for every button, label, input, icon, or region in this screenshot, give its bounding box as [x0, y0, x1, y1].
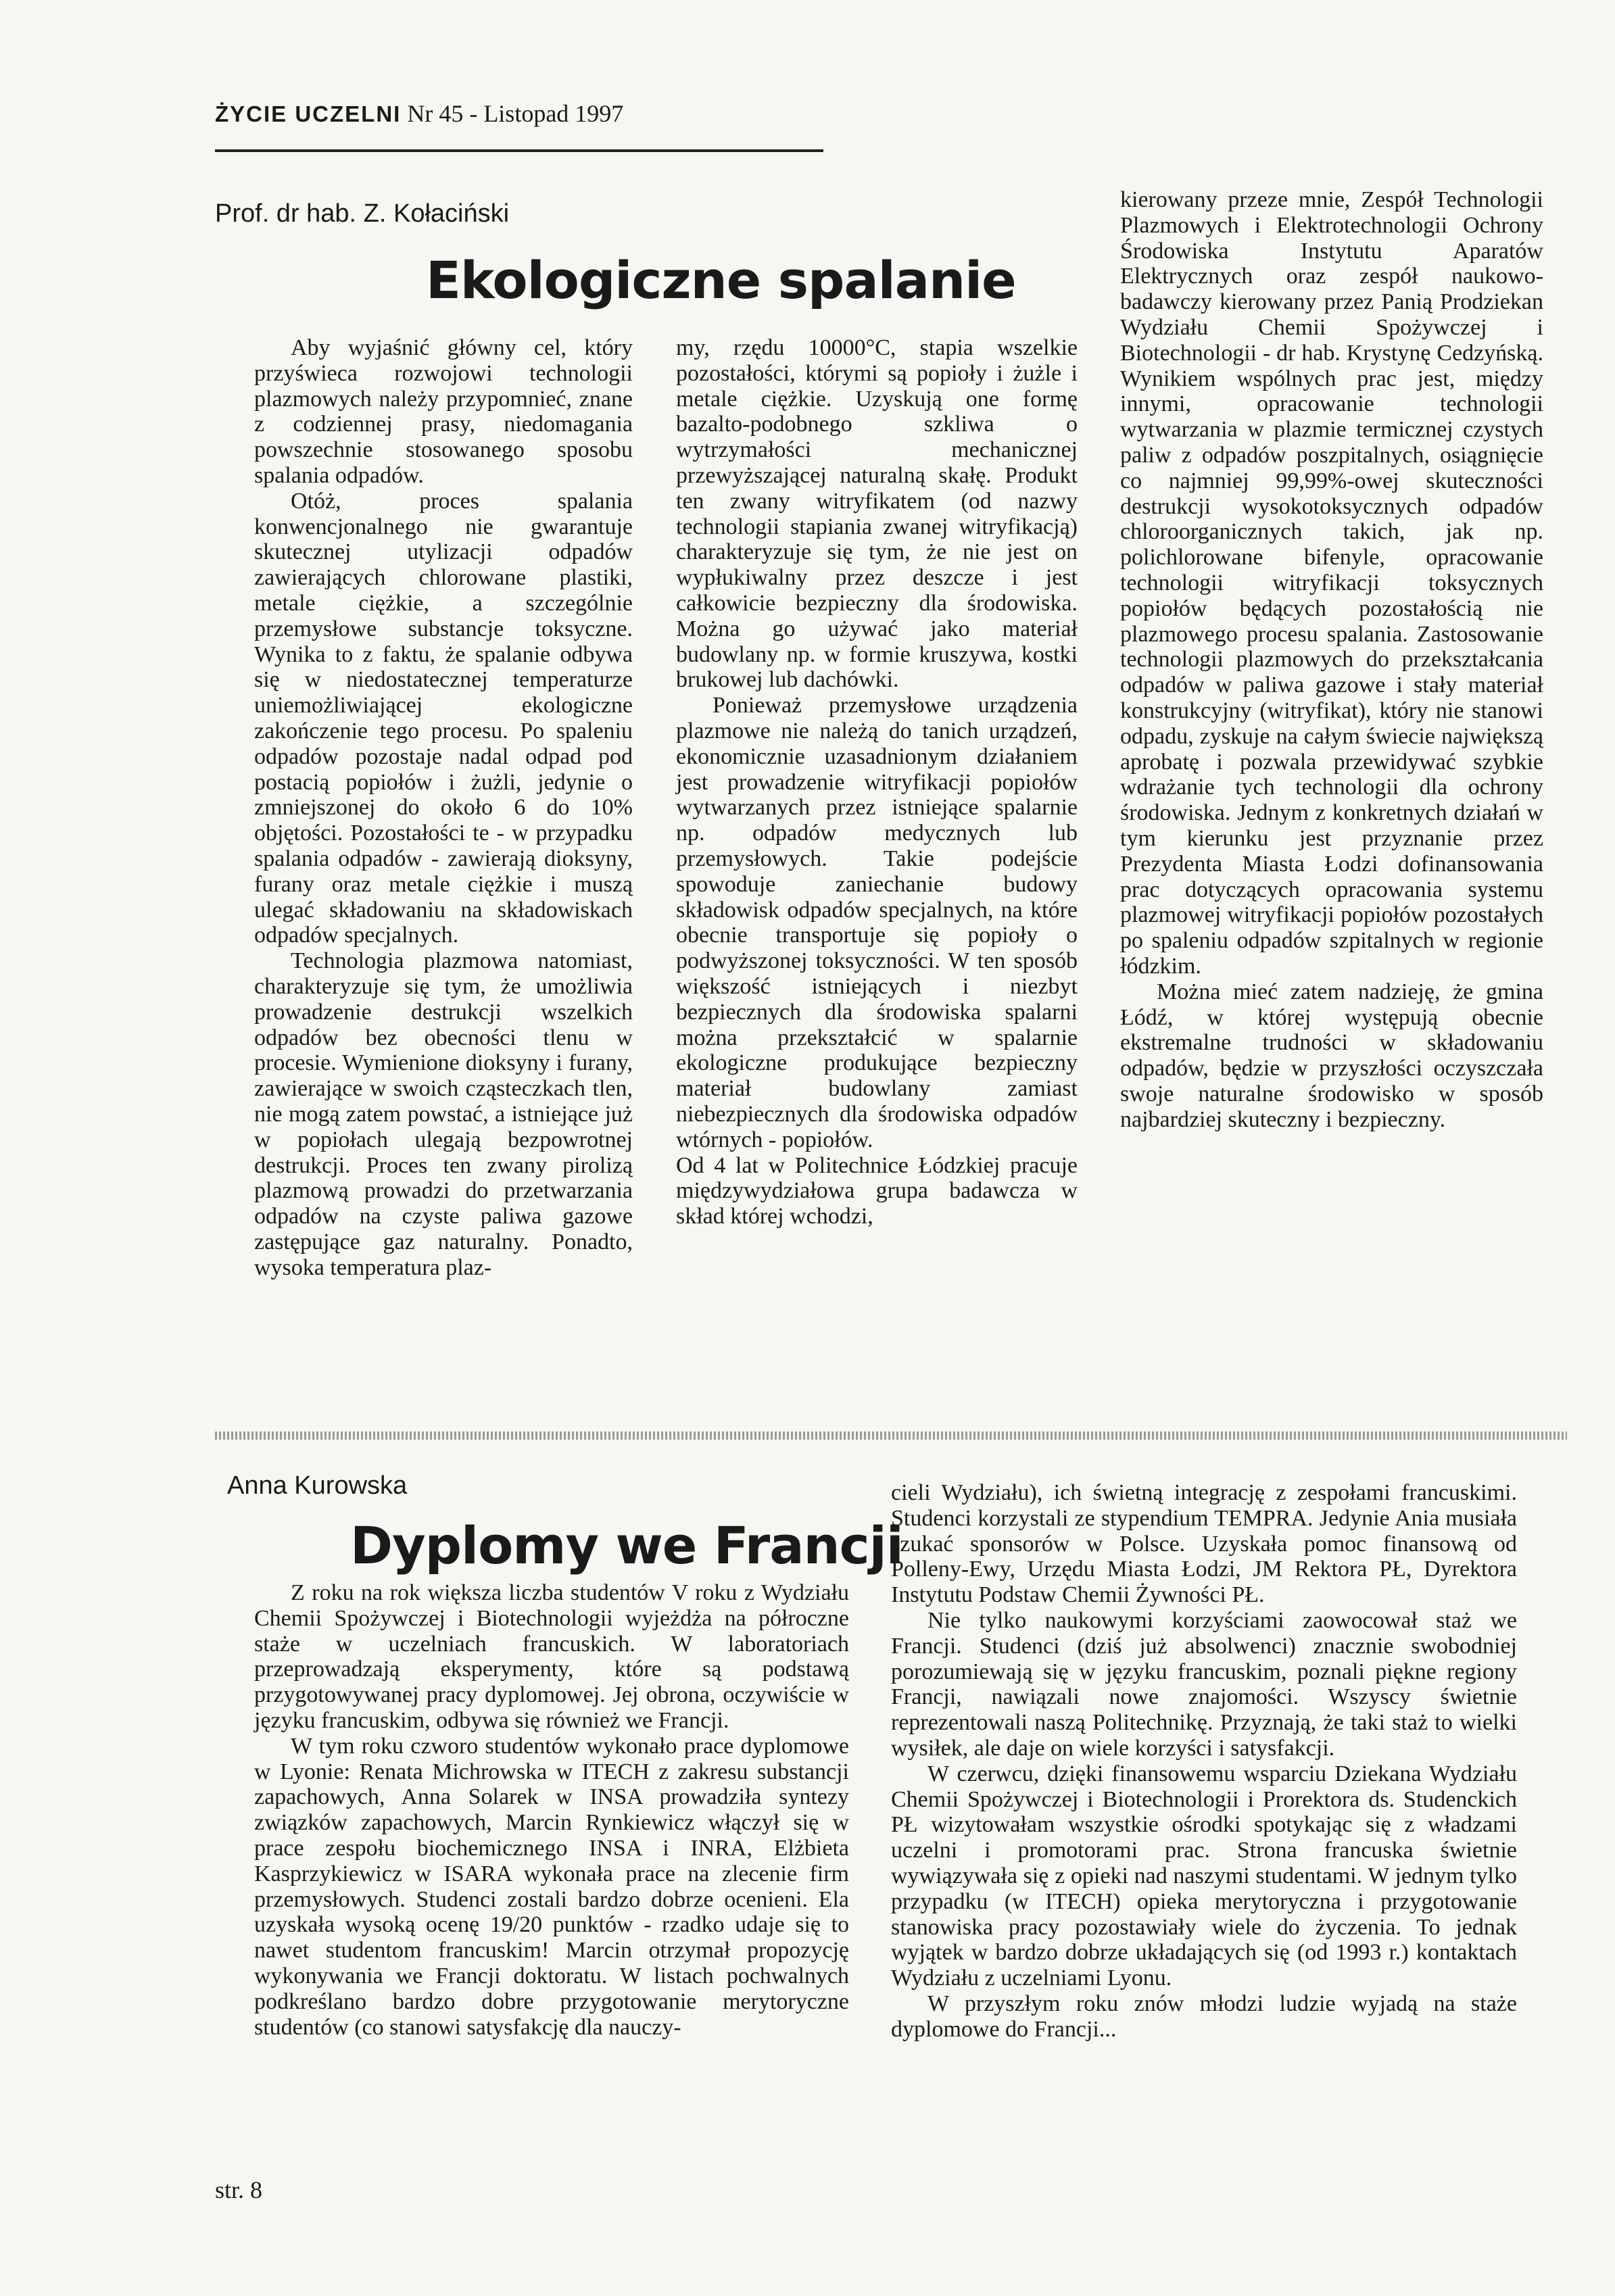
article2-title: Dyplomy we Francji: [350, 1515, 903, 1576]
paragraph: Od 4 lat w Politechnice Łódzkiej pracuje międzywydziałowa grupa badawcza w skład której wchodzi,: [676, 1152, 1078, 1229]
masthead: ŻYCIE UCZELNI: [215, 101, 402, 126]
running-header: [215, 95, 823, 142]
article1-title: Ekologiczne spalanie: [426, 250, 1016, 310]
article2-author: Anna Kurowska: [227, 1471, 408, 1500]
article2-column-1: [254, 1580, 849, 2040]
article1-column-2: [676, 335, 1078, 1229]
page-number: str. 8: [215, 2176, 263, 2203]
paragraph: kierowany przeze mnie, Zespół Technologii Plazmowych i Elektrotechnologii Ochrony Środowiska Instytutu Aparatów Elektrycznych oraz zespół naukowo-badawczy kierowany przez Panią Prodziekan Wydziału Chemii Spożywczej i Biotechnologii - dr hab. Krystynę Cedzyńską. Wynikiem wspólnych prac jest, między innymi, opracowanie technologii wytwarzania w plazmie termicznej czystych paliw z odpadów poszpitalnych, osiągnięcie co najmniej 99,99%-owej skuteczności destrukcji wysokotoksycznych odpadów chloroorganicznych takich, jak np. polichlorowane bifenyle, opracowanie technologii witryfikacji toksycznych popiołów będących pozostałością nie plazmowego procesu spalania. Zastosowanie technologii plazmowych do przekształcania odpadów w paliwa gazowe i stały materiał konstrukcyjny (witryfikat), który nie stanowi odpadu, zyskuje na całym świecie największą aprobatę i pozwala przewidywać szybkie wdrażanie tych technologii dla ochrony środowiska. Jednym z konkretnych działań w tym kierunku jest przyznanie przez Prezydenta Miasta Łodzi dofinansowania prac dotyczących opracowania systemu plazmowej witryfikacji popiołów pozostałych po spaleniu odpadów szpitalnych w regionie łódzkim.: [1120, 187, 1543, 979]
paragraph: Technologia plazmowa natomiast, charakteryzuje się tym, że umożliwia prowadzenie destrukcji wszelkich odpadów bez obecności tlenu w procesie. Wymienione dioksyny i furany, zawierające w swoich cząsteczkach tlen, nie mogą zatem powstać, a istniejące już w popiołach ulegają bezpowrotnej destrukcji. Proces ten zwany pirolizą plazmową prowadzi do przetwarzania odpadów na czyste paliwa gazowe zastępujące gaz naturalny. Ponadto, wysoka temperatura plaz-: [254, 948, 633, 1280]
paragraph: Można mieć zatem nadzieję, że gmina Łódź, w której występują obecnie ekstremalne trudności w składowaniu odpadów, będzie w przyszłości oczyszczała swoje naturalne środowisko w sposób najbardziej skuteczny i bezpieczny.: [1120, 979, 1543, 1132]
paragraph: Ponieważ przemysłowe urządzenia plazmowe nie należą do tanich urządzeń, ekonomicznie uzasadnionym działaniem jest prowadzenie witryfikacji popiołów wytwarzanych przez istniejące spalarnie np. odpadów medycznych lub przemysłowych. Takie podejście spowoduje zaniechanie budowy składowisk odpadów specjalnych, na które obecnie transportuje się popioły o podwyższonej toksyczności. W ten sposób większość istniejących i niezbyt bezpiecznych dla środowiska spalarni można przekształcić w spalarnie ekologiczne produkujące bezpieczny materiał budowlany zamiast niebezpiecznych dla środowiska odpadów wtórnych - popiołów.: [676, 693, 1078, 1152]
paragraph: cieli Wydziału), ich świetną integrację z zespołami francuskimi. Studenci korzystali ze stypendium TEMPRA. Jedynie Ania musiała szukać sponsorów w Polsce. Uzyskała pomoc finansową od Polleny-Ewy, Urzędu Miasta Łodzi, JM Rektora PŁ, Dyrektora Instytutu Podstaw Chemii Żywności PŁ.: [891, 1480, 1517, 1608]
paragraph: Otóż, proces spalania konwencjonalnego nie gwarantuje skutecznej utylizacji odpadów zawierających chlorowane plastiki, metale ciężkie, a szczególnie przemysłowe substancje toksyczne. Wynika to z faktu, że spalanie odbywa się w niedostatecznej temperaturze uniemożliwiającej ekologiczne zakończenie tego procesu. Po spaleniu odpadów pozostaje nadal odpad pod postacią popiołów i żużli, jedynie o zmniejszonej do około 6 do 10% objętości. Pozostałości te - w przypadku spalania odpadów - zawierają dioksyny, furany oraz metale ciężkie i muszą ulegać składowaniu na składowiskach odpadów specjalnych.: [254, 488, 633, 948]
paragraph: Nie tylko naukowymi korzyściami zaowocował staż we Francji. Studenci (dziś już absolwenci) znacznie swobodniej porozumiewają się w języku francuskim, poznali piękne regiony Francji, nawiązali nowe znajomości. Wszyscy świetnie reprezentowali naszą Politechnikę. Przyznają, że taki staż to wielki wysiłek, ale daje on wiele korzyści i satysfakcji.: [891, 1607, 1517, 1761]
paragraph: Z roku na rok większa liczba studentów V roku z Wydziału Chemii Spożywczej i Biotechnologii wyjeżdża na półroczne staże w uczelniach francuskich. W laboratoriach przeprowadzają eksperymenty, które są podstawą przygotowywanej pracy dyplomowej. Jej obrona, oczywiście w języku francuskim, odbywa się również we Francji.: [254, 1580, 849, 1733]
issue-info: Nr 45 - Listopad 1997: [407, 100, 624, 127]
article2-column-2: [891, 1480, 1517, 2043]
section-divider: [215, 1432, 1567, 1440]
paragraph: W tym roku czworo studentów wykonało prace dyplomowe w Lyonie: Renata Michrowska w ITECH z zakresu substancji zapachowych, Anna Solarek w INSA prowadziła syntezy związków zapachowych, Marcin Rynkiewicz włączył się w prace zespołu biochemicznego INSA i INRA, Elżbieta Kasprzykiewicz w ISARA wykonała prace na zlecenie firm przemysłowych. Studenci zostali bardzo dobrze ocenieni. Ela uzyskała wysoką ocenę 19/20 punktów - rzadko udaje się to nawet studentom francuskim! Marcin otrzymał propozycję wykonywania we Francji doktoratu. W listach pochwalnych podkreślano bardzo dobre przygotowanie merytoryczne studentów (co stanowi satysfakcję dla nauczy-: [254, 1733, 849, 2040]
paragraph: Aby wyjaśnić główny cel, który przyświeca rozwojowi technologii plazmowych należy przypomnieć, znane z codziennej prasy, niedomagania powszechnie stosowanego sposobu spalania odpadów.: [254, 335, 633, 488]
paragraph: W przyszłym roku znów młodzi ludzie wyjadą na staże dyplomowe do Francji...: [891, 1990, 1517, 2042]
article1-column-1: [254, 335, 633, 1280]
article1-author: Prof. dr hab. Z. Kołaciński: [215, 199, 510, 228]
article1-column-3: [1120, 187, 1543, 1132]
paragraph: W czerwcu, dzięki finansowemu wsparciu Dziekana Wydziału Chemii Spożywczej i Biotechnologii i Prorektora ds. Studenckich PŁ wizytowałam wszystkie ośrodki spotykając się z władzami uczelni i promotorami prac. Strona francuska świetnie wywiązywała się z opieki nad naszymi studentami. W jednym tylko przypadku (w ITECH) opieka merytoryczna i przygotowanie stanowiska pracy pozostawiały wiele do życzenia. To jednak wyjątek w bardzo dobrze układających się (od 1993 r.) kontaktach Wydziału z uczelniami Lyonu.: [891, 1761, 1517, 1991]
paragraph: my, rzędu 10000°C, stapia wszelkie pozostałości, którymi są popioły i żużle i metale ciężkie. Uzyskują one formę bazalto-podobnego szkliwa o wytrzymałości mechanicznej przewyższającej naturalną skałę. Produkt ten zwany witryfikatem (od nazwy technologii stapiania zwanej witryfikacją) charakteryzuje się tym, że nie jest on wypłukiwalny przez deszcze i jest całkowicie bezpieczny dla środowiska. Można go używać jako materiał budowlany np. w formie kruszywa, kostki brukowej lub dachówki.: [676, 335, 1078, 693]
header-rule: [215, 149, 823, 152]
